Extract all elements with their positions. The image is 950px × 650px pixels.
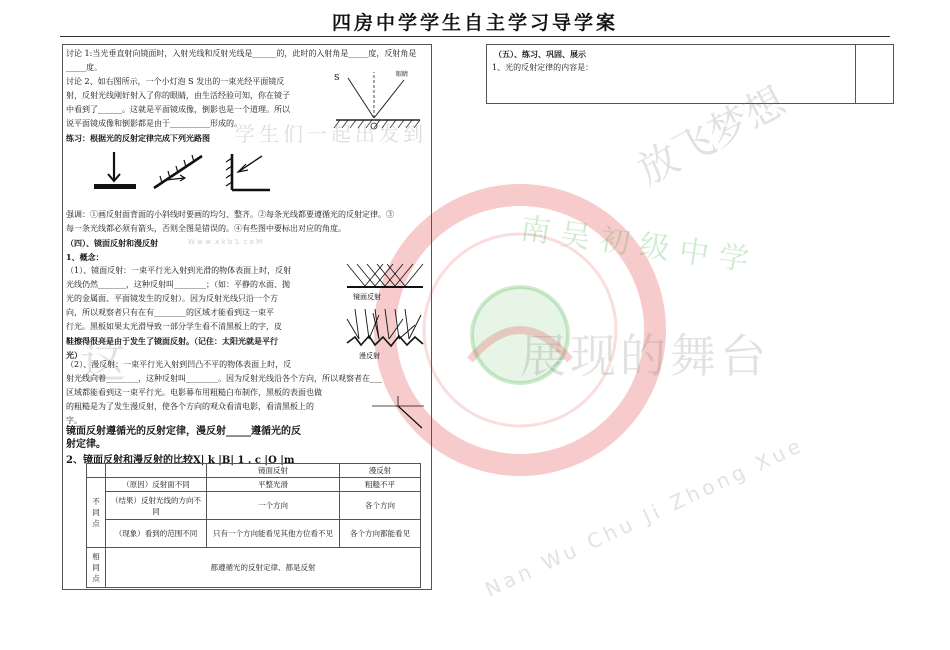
mirror-line-text: 光） bbox=[66, 350, 82, 360]
table-header-row bbox=[87, 464, 421, 478]
diffuse-line-text: 区域都能看到这一束平行光。电影幕布用粗糙白布制作，黑板的表面也做 bbox=[66, 388, 322, 397]
reflected-ray bbox=[374, 80, 404, 118]
table-header-cell: 镜面反射 bbox=[207, 464, 340, 478]
mirror-line-text: 行光。黑板如果太光滑导致一部分学生看不清黑板上的字，皮 bbox=[66, 322, 282, 331]
practice-heading: 练习：根据光的反射定律完成下列光路图 bbox=[66, 133, 210, 143]
law-summary-line: 镜面反射遵循光的反射定律，漫反射_____遵循光的反 bbox=[66, 426, 301, 437]
practice-figure-2 bbox=[154, 155, 202, 188]
table-row bbox=[87, 520, 421, 548]
discussion-1: 讨论 1:当光垂直射向镜面时，入射光线和反射光线是______的，此时的入射角是_____度，反射角是_____度。 bbox=[66, 49, 417, 72]
incident-ray bbox=[348, 78, 374, 118]
same-text-cell: 都遵循光的反射定律、都是反射 bbox=[106, 548, 421, 588]
page-title: 四房中学学生自主学习导学案 bbox=[331, 12, 618, 34]
diffuse-figure-label: 漫反射 bbox=[359, 352, 380, 360]
section-5-heading: （五）、练习、巩固、展示 bbox=[494, 49, 586, 59]
emphasis-line: 每一条光线都必须有箭头，否则全图是错误的。④有些图中要标出对应的角度。 bbox=[66, 224, 346, 233]
diffuse-line-text: 字。 bbox=[66, 416, 82, 425]
image-point bbox=[371, 123, 377, 129]
watermark-top-right: 放飞梦想 bbox=[630, 78, 794, 195]
table-row bbox=[87, 492, 421, 520]
watermark-url: W w w .x k b 1. c o M bbox=[188, 238, 263, 246]
emphasis-line: 强调：①画反射面背面的小斜线时要画的均匀、整齐。②每条光线都要遵循光的反射定律。③ bbox=[66, 210, 394, 219]
concept-heading: 1、概念： bbox=[66, 252, 104, 262]
table-cell: 粗糙不平 bbox=[340, 478, 421, 492]
section-4-heading: （四）、镜面反射和漫反射 bbox=[66, 238, 158, 248]
specular-figure-label: 镜面反射 bbox=[353, 293, 381, 301]
table-cell: 一个方向 bbox=[207, 492, 340, 520]
table-cell: （现象）看到的范围不同 bbox=[106, 520, 207, 548]
practice-figure-1 bbox=[94, 152, 136, 189]
table-header-cell bbox=[87, 464, 106, 478]
law-summary bbox=[66, 425, 406, 451]
mirror-line-text: （1）、镜面反射：一束平行光入射到光滑的物体表面上时，反射 bbox=[66, 266, 292, 275]
table-cell: （结果）反射光线的方向不同 bbox=[106, 492, 207, 520]
watermark-arc-bottom: Nan Wu Chu Ji Zhong Xue bbox=[481, 432, 808, 602]
table-cell: （原因）反射面不同 bbox=[106, 478, 207, 492]
mirror-line-text: 向，所以观察者只有在有________的区域才能看到这一束平 bbox=[66, 308, 274, 317]
lamp-label: S bbox=[334, 73, 340, 82]
mirror-line-text: 鞋擦得很亮是由于发生了镜面反射。（记住：太阳光就是平行 bbox=[66, 336, 278, 346]
diffuse-line-text: 射光线向着________，这种反射叫________。因为反射光线沿各个方向，所以观察者在___ bbox=[66, 374, 382, 383]
table-header-cell bbox=[106, 464, 207, 478]
table-cell: 只有一个方向能看见其他方位看不见 bbox=[207, 520, 340, 548]
table-row bbox=[87, 548, 421, 588]
eye-label: 眼睛 bbox=[396, 71, 409, 78]
specular-figure bbox=[345, 258, 425, 302]
emphasis-note bbox=[66, 208, 428, 236]
practice-figures bbox=[92, 148, 292, 194]
mirror-line-text: 光的金属面、平面镜发生的反射）。因为反射光线只沿一个方 bbox=[66, 294, 278, 303]
table-cell: 各个方向都能看见 bbox=[340, 520, 421, 548]
mirror-reflection-text bbox=[66, 264, 348, 362]
same-label-cell: 相同点 bbox=[87, 548, 106, 588]
discussion-2 bbox=[66, 75, 328, 131]
diffuse-line-text: （2）、漫反射：一束平行光入射到凹凸不平的物体表面上时，反 bbox=[66, 360, 292, 369]
watermark-arc-top: 南吴初级中学 bbox=[518, 211, 761, 280]
discussion-2-line: 讨论 2、如右图所示，一个小灯泡 S 发出的一束光经平面镜反 bbox=[66, 77, 285, 86]
table-header-cell: 漫反射 bbox=[340, 464, 421, 478]
comparison-table bbox=[86, 463, 421, 588]
watermark-faint: 学生们一起出发到 bbox=[235, 122, 427, 146]
table-row bbox=[87, 478, 421, 492]
watermark-middle-left: 这 bbox=[80, 334, 126, 388]
diff-label-cell: 不同点 bbox=[87, 478, 106, 548]
discussion-2-line: 说平面镜成像和倒影都是由于__________形成的。 bbox=[66, 119, 242, 128]
reflection-law-question: 1、光的反射定律的内容是： bbox=[492, 63, 594, 72]
discussion-2-line: 射，反射光线刚好射入了你的眼睛，由生活经验可知，你在镜子 bbox=[66, 91, 290, 100]
mirror-line-text: 光线仍然_______，这种反射叫________；（如：平静的水面、抛 bbox=[66, 280, 290, 289]
discussion-2-line: 中看到了______。这就是平面镜成像，倒影也是一个道理。所以 bbox=[66, 105, 290, 114]
compare-heading: 2、镜面反射和漫反射的比较X| k |B| 1 . c |O |m bbox=[66, 455, 295, 466]
watermark-middle-right: 展现的舞台 bbox=[520, 329, 770, 383]
mirror-eye-figure bbox=[330, 66, 425, 134]
diffuse-line-text: 的粗糙是为了发生漫反射，使各个方向的观众看清电影，看清黑板上的 bbox=[66, 402, 314, 411]
table-cell: 平整光滑 bbox=[207, 478, 340, 492]
law-summary-line: 射定律。 bbox=[66, 439, 106, 450]
table-cell: 各个方向 bbox=[340, 492, 421, 520]
practice-figure-3 bbox=[226, 154, 270, 190]
diffuse-figure bbox=[345, 305, 425, 361]
